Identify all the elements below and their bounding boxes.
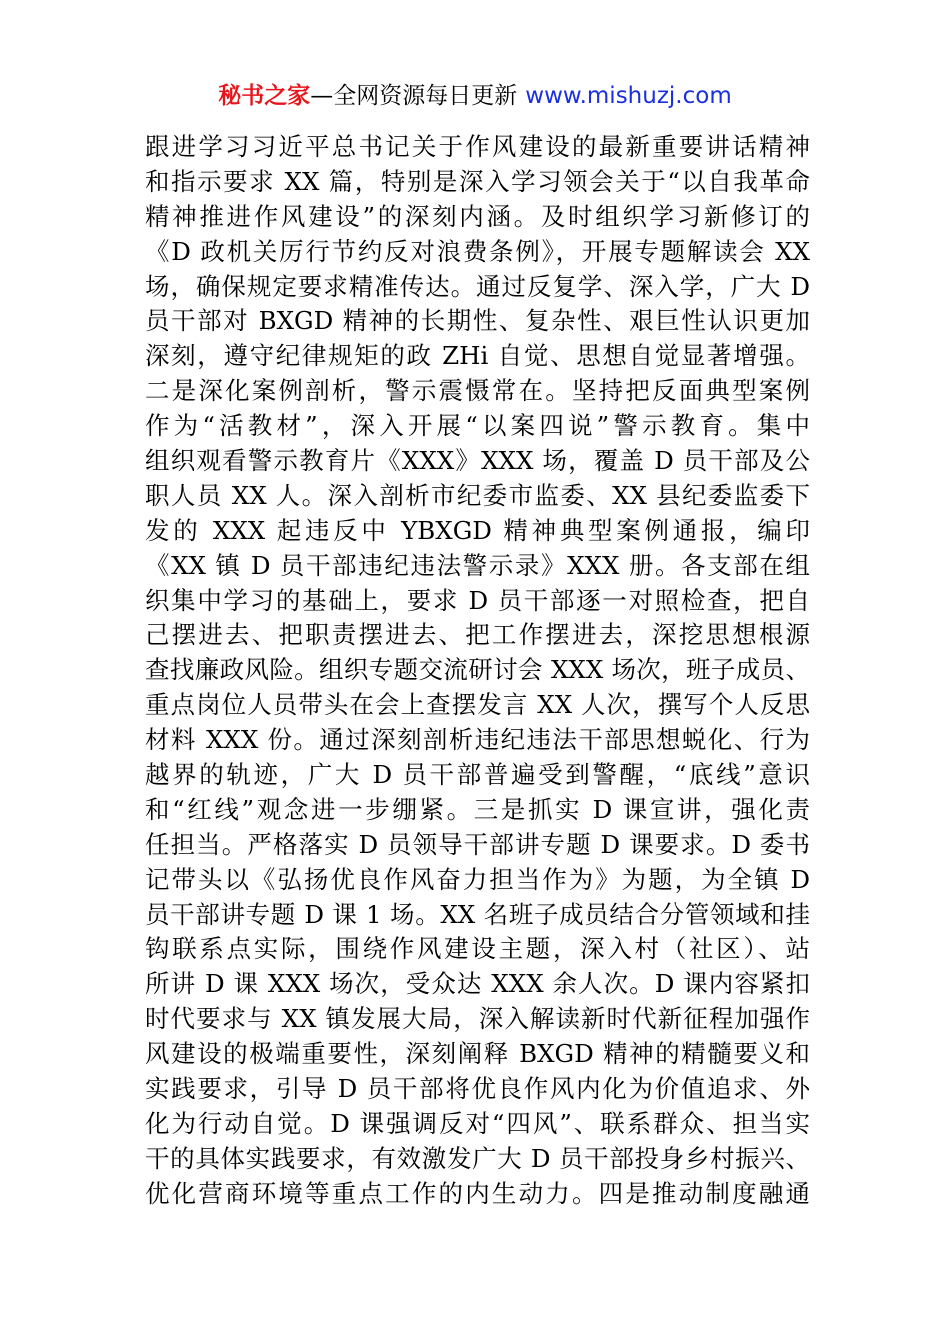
text-line: 精神推进作风建设”的深刻内涵。及时组织学习新修订的 (145, 201, 810, 231)
site-header (0, 78, 950, 114)
text-line: 优化营商环境等重点工作的内生动力。四是推动制度融通 (145, 1178, 810, 1208)
site-tagline: —全网资源每日更新 (310, 83, 518, 109)
text-line: 职人员 XX 人。深入剖析市纪委市监委、XX 县纪委监委下 (145, 480, 810, 510)
text-line: 越界的轨迹，广大 D 员干部普遍受到警醒，“底线”意识 (145, 760, 810, 790)
text-line: 员干部讲专题 D 课 1 场。XX 名班子成员结合分管领域和挂 (145, 899, 810, 929)
text-line: 《D 政机关厉行节约反对浪费条例》，开展专题解读会 XX (145, 236, 810, 266)
text-line: 查找廉政风险。组织专题交流研讨会 XXX 场次，班子成员、 (145, 655, 810, 685)
text-line: 发的 XXX 起违反中 YBXGD 精神典型案例通报，编印 (145, 515, 810, 545)
text-line: 记带头以《弘扬优良作风奋力担当作为》为题，为全镇 D (145, 864, 810, 894)
text-line: 重点岗位人员带头在会上查摆发言 XX 人次，撰写个人反思 (145, 690, 810, 720)
text-line: 和指示要求 XX 篇，特别是深入学习领会关于“以自我革命 (145, 166, 810, 196)
text-line: 二是深化案例剖析，警示震慑常在。坚持把反面典型案例 (145, 376, 810, 406)
text-line: 实践要求，引导 D 员干部将优良作风内化为价值追求、外 (145, 1074, 810, 1104)
text-line: 《XX 镇 D 员干部违纪违法警示录》XXX 册。各支部在组 (145, 550, 810, 580)
text-line: 织集中学习的基础上，要求 D 员干部逐一对照检查，把自 (145, 585, 810, 615)
text-line: 干的具体实践要求，有效激发广大 D 员干部投身乡村振兴、 (145, 1143, 810, 1173)
site-brand: 秘书之家 (218, 83, 311, 109)
text-line: 所讲 D 课 XXX 场次，受众达 XXX 余人次。D 课内容紧扣 (145, 969, 810, 999)
text-line: 风建设的极端重要性，深刻阐释 BXGD 精神的精髓要义和 (145, 1039, 810, 1069)
site-url-link[interactable]: www.mishuzj.com (525, 83, 732, 109)
text-line: 场，确保规定要求精准传达。通过反复学、深入学，广大 D (145, 271, 810, 301)
text-line: 跟进学习习近平总书记关于作风建设的最新重要讲话精神 (145, 132, 810, 161)
text-line: 材料 XXX 份。通过深刻剖析违纪违法干部思想蜕化、行为 (145, 725, 810, 755)
text-line: 化为行动自觉。D 课强调反对“四风”、联系群众、担当实 (145, 1108, 810, 1138)
text-line: 钩联系点实际，围绕作风建设主题，深入村（社区）、站 (145, 934, 810, 964)
text-line: 作为“活教材”，深入开展“以案四说”警示教育。集中 (145, 411, 810, 441)
text-line: 深刻，遵守纪律规矩的政 ZHi 自觉、思想自觉显著增强。 (145, 341, 810, 371)
text-line: 员干部对 BXGD 精神的长期性、复杂性、艰巨性认识更加 (145, 306, 810, 336)
text-line: 任担当。严格落实 D 员领导干部讲专题 D 课要求。D 委书 (145, 829, 810, 859)
document-body (145, 130, 810, 1212)
text-line: 和“红线”观念进一步绷紧。三是抓实 D 课宣讲，强化责 (145, 794, 810, 824)
text-line: 己摆进去、把职责摆进去、把工作摆进去，深挖思想根源 (145, 620, 810, 650)
text-line: 组织观看警示教育片《XXX》XXX 场，覆盖 D 员干部及公 (145, 446, 810, 476)
text-line: 时代要求与 XX 镇发展大局，深入解读新时代新征程加强作 (145, 1004, 810, 1034)
